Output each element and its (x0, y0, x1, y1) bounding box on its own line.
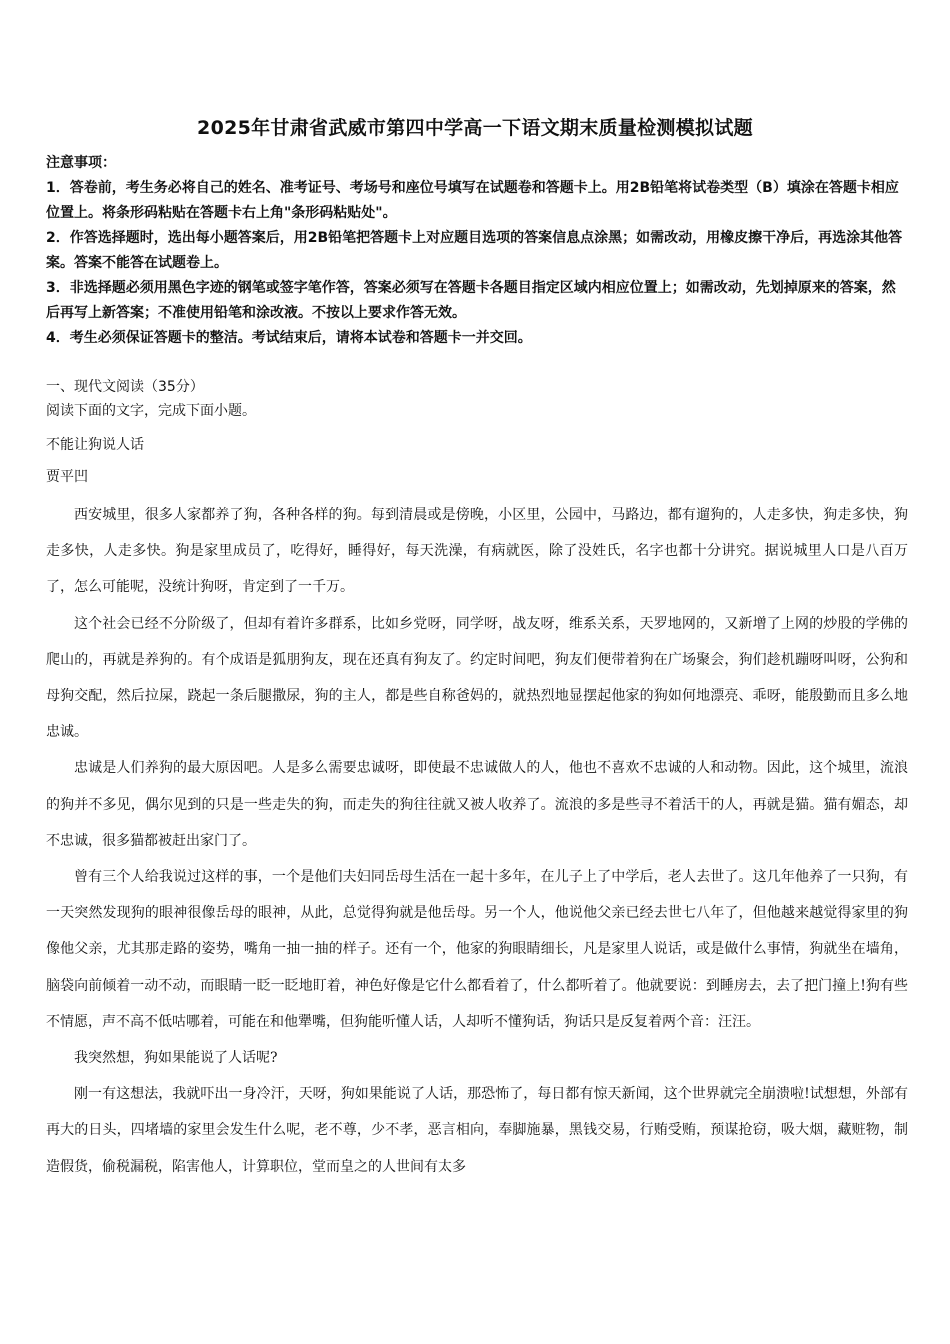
article-paragraph: 刚一有这想法，我就吓出一身冷汗，天呀，狗如果能说了人话，那恐怖了，每日都有惊天新闻，这个世界就完全崩溃啦!试想想，外部有再大的日头，四堵墙的家里会发生什么呢，老不尊，少不孝，恶言相向，奉脚施暴，黑钱交易，行贿受贿，预谋抢窃，吸大烟，藏赃物，制造假货，偷税漏税，陷害他人，计算职位，堂而皇之的人世间有太多 (46, 1086, 908, 1175)
article-author: 贾平凹 (46, 469, 88, 485)
note-item: 1．答卷前，考生务必将自己的姓名、准考证号、考场号和座位号填写在试题卷和答题卡上。用2B铅笔将试卷类型（B）填涂在答题卡相应位置上。将条形码粘贴在答题卡右上角"条形码粘贴处"。 (46, 180, 899, 221)
article-title: 不能让狗说人话 (46, 437, 144, 453)
page-title: 2025年甘肃省武威市第四中学高一下语文期末质量检测模拟试题 (197, 117, 753, 139)
article-paragraph: 西安城里，很多人家都养了狗，各种各样的狗。每到清晨或是傍晚，小区里，公园中，马路边，都有遛狗的，人走多快，狗走多快，狗走多快，人走多快。狗是家里成员了，吃得好，睡得好，每天洗澡，有病就医，除了没姓氏，名字也都十分讲究。据说城里人口是八百万了，怎么可能呢，没统计狗呀，肯定到了一千万。 (46, 507, 908, 596)
note-item: 2．作答选择题时，选出每小题答案后，用2B铅笔把答题卡上对应题目选项的答案信息点涂黑；如需改动，用橡皮擦干净后，再选涂其他答案。答案不能答在试题卷上。 (46, 230, 903, 271)
note-item: 4．考生必须保证答题卡的整洁。考试结束后，请将本试卷和答题卡一并交回。 (46, 330, 532, 346)
note-item: 3．非选择题必须用黑色字迹的钢笔或签字笔作答，答案必须写在答题卡各题目指定区域内相应位置上；如需改动，先划掉原来的答案，然后再写上新答案；不准使用铅笔和涂改液。不按以上要求作答无效。 (46, 280, 896, 321)
reading-instruction: 阅读下面的文字，完成下面小题。 (46, 403, 256, 419)
article-paragraph: 曾有三个人给我说过这样的事，一个是他们夫妇同岳母生活在一起十多年，在儿子上了中学后，老人去世了。这几年他养了一只狗，有一天突然发现狗的眼神很像岳母的眼神，从此，总觉得狗就是他岳母。另一个人，他说他父亲已经去世七八年了，但他越来越觉得家里的狗像他父亲，尤其那走路的姿势，嘴角一抽一抽的样子。还有一个，他家的狗眼睛细长，凡是家里人说话，或是做什么事情，狗就坐在墙角，脑袋向前倾着一动不动，而眼睛一眨一眨地盯着，神色好像是它什么都看着了，什么都听着了。他就要说：到睡房去，去了把门撞上!狗有些不情愿，声不高不低咕哪着，可能在和他犟嘴，但狗能听懂人话，人却听不懂狗话，狗话只是反复着两个音：汪汪。 (46, 869, 908, 1030)
article-paragraph: 忠诚是人们养狗的最大原因吧。人是多么需要忠诚呀，即使最不忠诚做人的人，他也不喜欢不忠诚的人和动物。因此，这个城里，流浪的狗并不多见，偶尔见到的只是一些走失的狗，而走失的狗往往就又被人收养了。流浪的多是些寻不着活干的人，再就是猫。猫有媚态，却不忠诚，很多猫都被赶出家门了。 (46, 760, 908, 849)
section-heading: 一、现代文阅读（35分） (46, 379, 204, 395)
article-paragraph: 这个社会已经不分阶级了，但却有着许多群系，比如乡党呀，同学呀，战友呀，维系关系，天罗地网的，又新增了上网的炒股的学佛的爬山的，再就是养狗的。有个成语是狐朋狗友，现在还真有狗友了。约定时间吧，狗友们便带着狗在广场聚会，狗们趁机蹦呀叫呀，公狗和母狗交配，然后拉屎，跷起一条后腿撒尿，狗的主人，都是些自称爸妈的，就热烈地显摆起他家的狗如何地漂亮、乖呀，能殷勤而且多么地忠诚。 (46, 615, 908, 741)
article-paragraph: 我突然想，狗如果能说了人话呢? (74, 1050, 278, 1067)
article-body (46, 497, 908, 1185)
notes-heading: 注意事项： (46, 155, 116, 171)
notes-list (46, 176, 906, 351)
